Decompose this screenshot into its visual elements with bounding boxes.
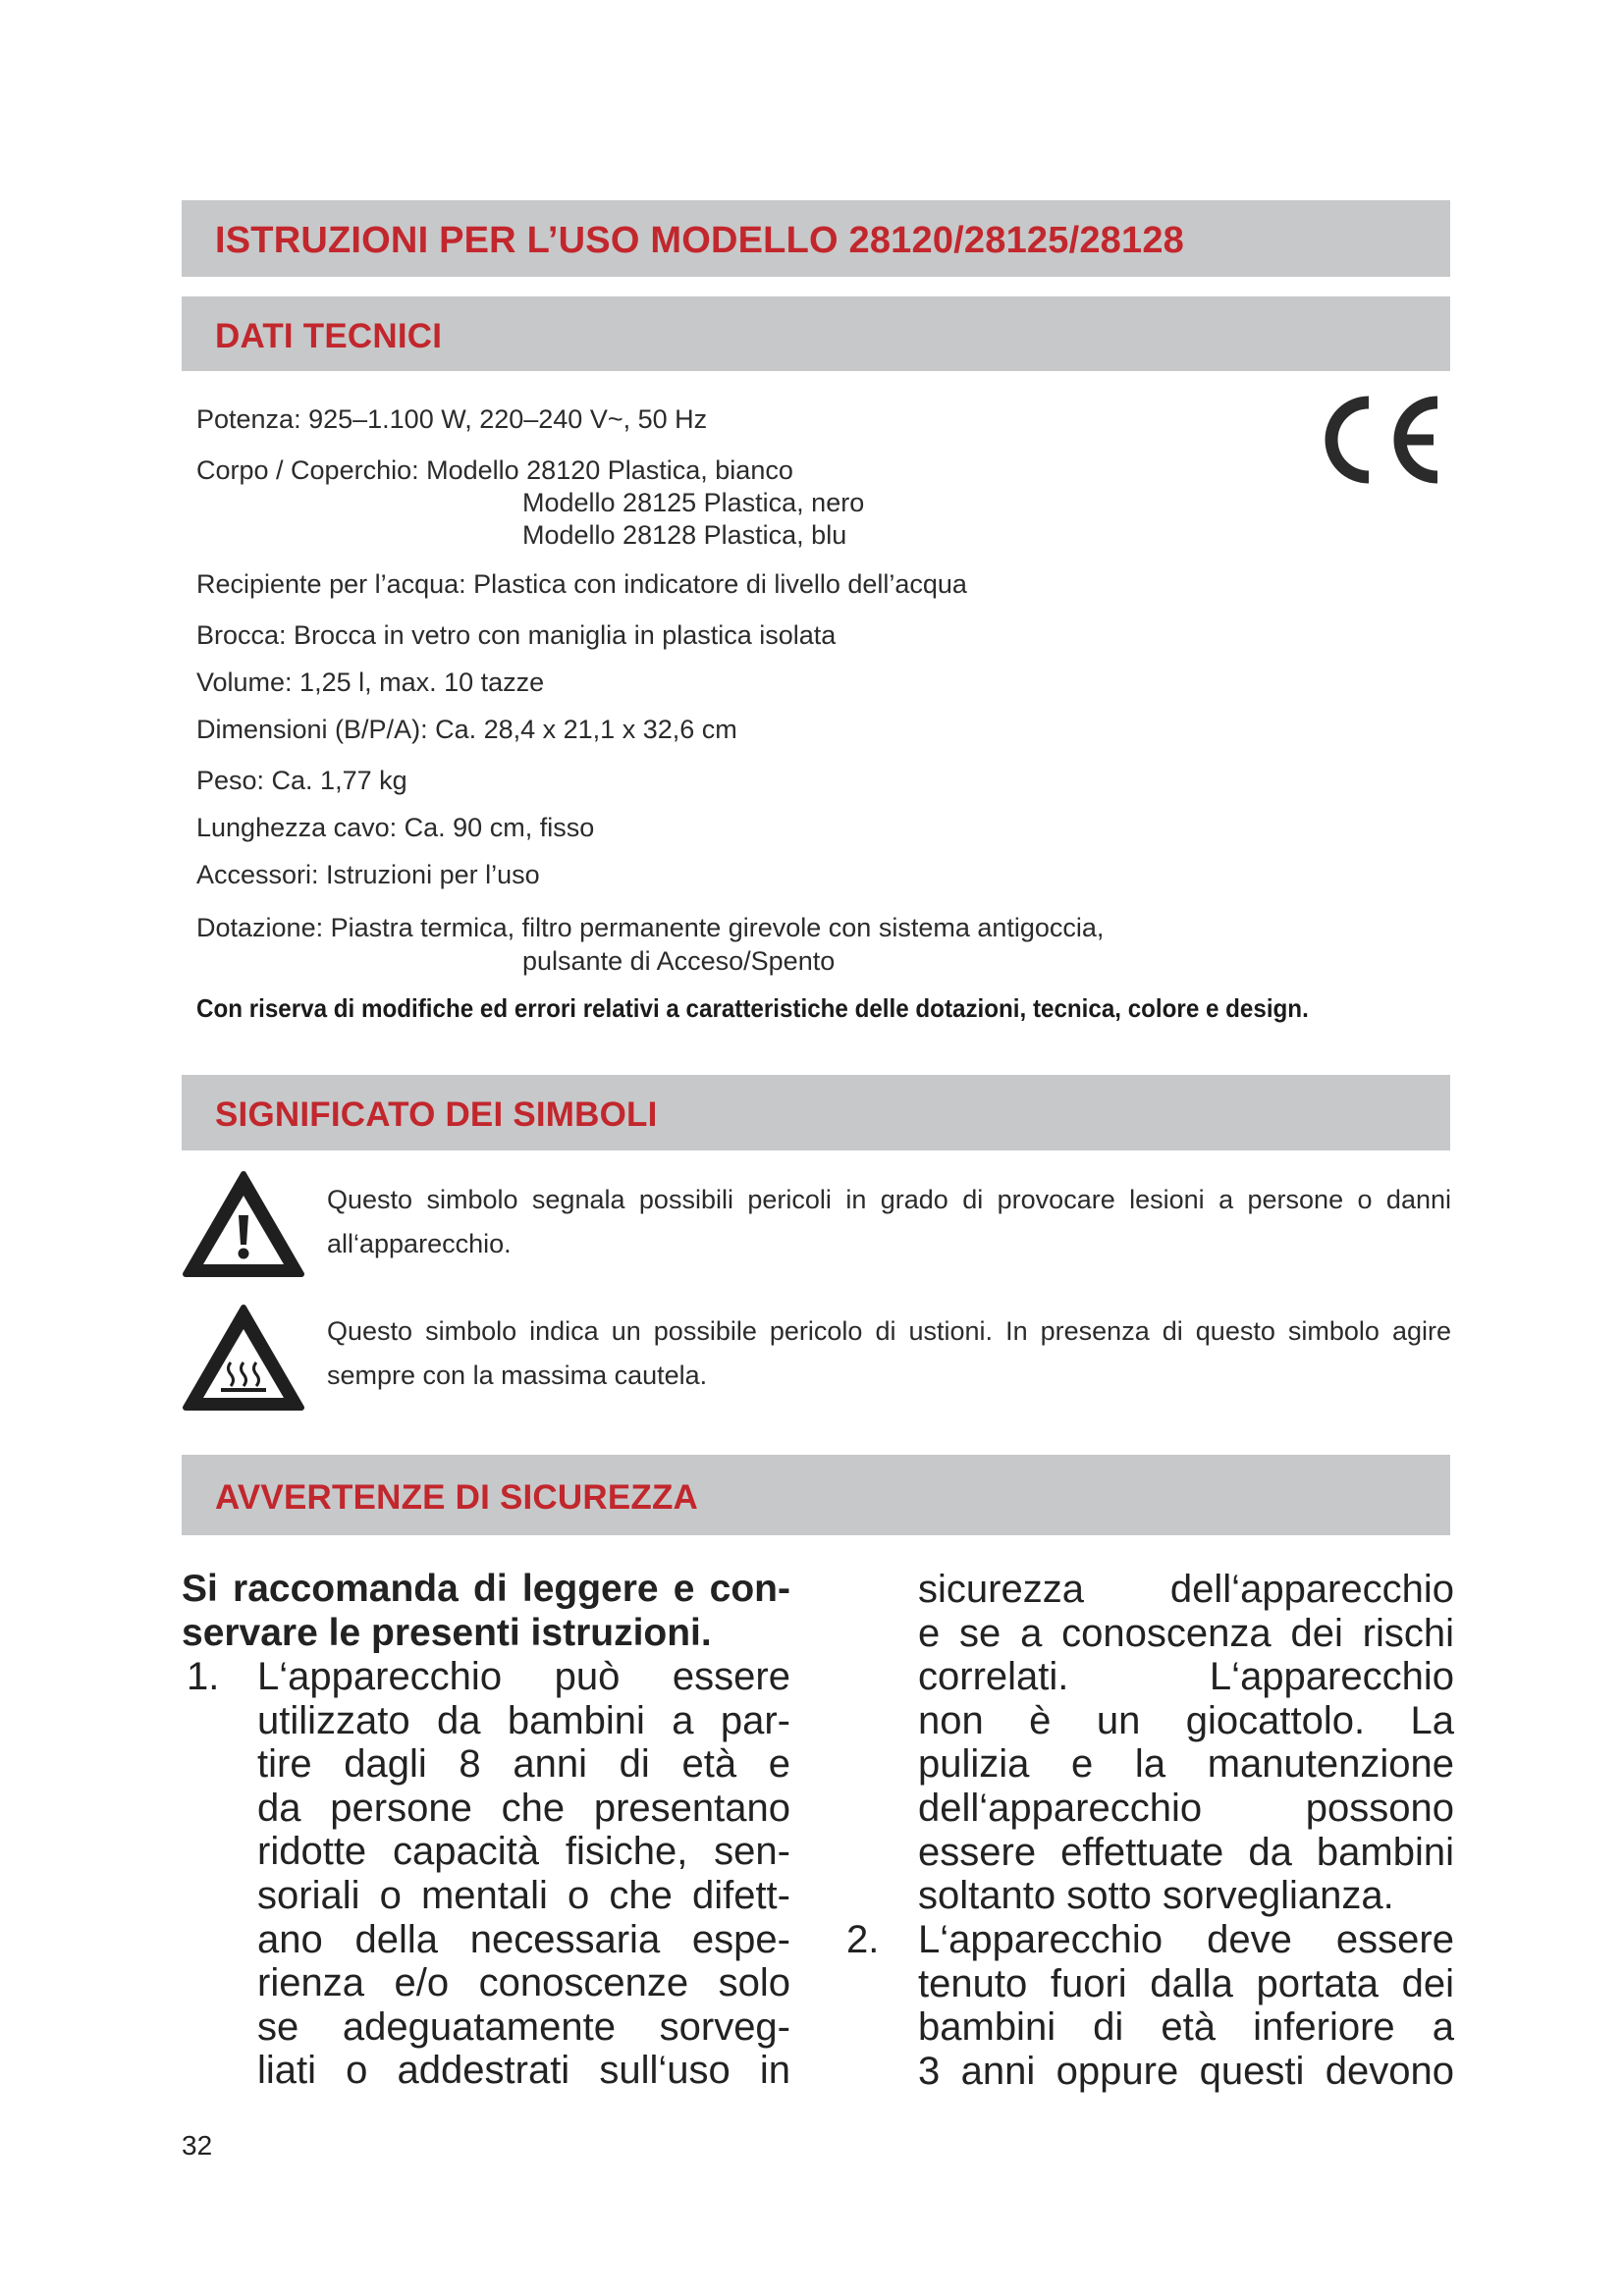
spec-dotazione-cont: pulsante di Acceso/Spento xyxy=(522,946,836,976)
paragraph-line: tenuto fuori dalla portata dei xyxy=(918,1961,1454,2005)
safety-intro-line-2: servare le presenti istruzioni. xyxy=(182,1611,712,1654)
item-1-text xyxy=(257,1655,790,2093)
spec-volume: Volume: 1,25 l, max. 10 tazze xyxy=(196,667,545,697)
paragraph-line: ridotte capacità fisiche, sen- xyxy=(257,1830,790,1874)
item-2-text xyxy=(918,1918,1454,2093)
spec-corpo: Corpo / Coperchio: Modello 28120 Plastica, bianco xyxy=(196,455,793,485)
paragraph-line: rienza e/o conoscenze solo xyxy=(257,1961,790,2005)
paragraph-line: sicurezza dell‘apparecchio xyxy=(918,1568,1454,1611)
paragraph-line: se adeguatamente sorveg- xyxy=(257,2004,790,2049)
paragraph-line: 3 anni oppure questi devono xyxy=(918,2049,1454,2093)
paragraph-line: liati o addestrati sull‘uso in xyxy=(257,2049,790,2093)
paragraph-line: da persone che presentano xyxy=(257,1786,790,1830)
safety-intro-line-1: Si raccomanda di leggere e con- xyxy=(182,1568,790,1610)
warning-icon xyxy=(182,1170,305,1280)
spec-accessori: Accessori: Istruzioni per l’uso xyxy=(196,860,540,889)
simboli-band xyxy=(182,1075,1450,1150)
spec-lunghezza-cavo: Lunghezza cavo: Ca. 90 cm, fisso xyxy=(196,813,595,842)
ce-mark-icon xyxy=(1312,391,1445,489)
item-2-number: 2. xyxy=(846,1918,880,1961)
dati-tecnici-band xyxy=(182,296,1450,371)
paragraph-line: non è un giocattolo. La xyxy=(918,1698,1454,1742)
paragraph-line: bambini di età inferiore a xyxy=(918,2005,1454,2050)
hot-surface-icon xyxy=(182,1304,305,1414)
spec-corpo-28128: Modello 28128 Plastica, blu xyxy=(522,520,847,550)
safety-right-column xyxy=(918,1568,1454,1918)
sicurezza-heading: AVVERTENZE DI SICUREZZA xyxy=(215,1478,699,1517)
title-band xyxy=(182,200,1450,277)
paragraph-line: pulizia e la manutenzione xyxy=(918,1742,1454,1787)
dati-tecnici-heading: DATI TECNICI xyxy=(215,317,443,355)
paragraph-line: correlati. L‘apparecchio xyxy=(918,1655,1454,1699)
paragraph-line: tire dagli 8 anni di età e xyxy=(257,1742,790,1787)
paragraph-line: L‘apparecchio può essere xyxy=(257,1655,790,1698)
paragraph-line: e se a conoscenza dei rischi xyxy=(918,1611,1454,1655)
simboli-heading: SIGNIFICATO DEI SIMBOLI xyxy=(215,1095,658,1134)
paragraph-line: dell‘apparecchio possono xyxy=(918,1786,1454,1830)
spec-potenza: Potenza: 925–1.100 W, 220–240 V~, 50 Hz xyxy=(196,404,708,434)
spec-dimensioni: Dimensioni (B/P/A): Ca. 28,4 x 21,1 x 32,6 cm xyxy=(196,715,737,744)
sicurezza-band xyxy=(182,1455,1450,1535)
hot-surface-symbol-text: Questo simbolo indica un possibile pericolo di ustioni. In presenza di questo simbolo agire sempre con la massima cautela. xyxy=(327,1316,1451,1390)
paragraph-line: soltanto sotto sorveglianza. xyxy=(918,1874,1394,1918)
paragraph-line: utilizzato da bambini a par- xyxy=(257,1698,790,1742)
spec-corpo-28125: Modello 28125 Plastica, nero xyxy=(522,488,865,517)
spec-recipiente: Recipiente per l’acqua: Plastica con indicatore di livello dell’acqua xyxy=(196,569,967,599)
warning-symbol-text: Questo simbolo segnala possibili pericoli in grado di provocare lesioni a persone o danni all‘apparecchio. xyxy=(327,1185,1451,1258)
disclaimer-note: Con riserva di modifiche ed errori relativi a caratteristiche delle dotazioni, tecnica, colore e design. xyxy=(196,993,1309,1023)
spec-peso: Peso: Ca. 1,77 kg xyxy=(196,766,407,795)
page-number: 32 xyxy=(182,2130,213,2161)
spec-dotazione: Dotazione: Piastra termica, filtro permanente girevole con sistema antigoccia, xyxy=(196,913,1105,942)
paragraph-line: ano della necessaria espe- xyxy=(257,1917,790,1961)
paragraph-line: soriali o mentali o che difett- xyxy=(257,1873,790,1917)
paragraph-line: L‘apparecchio deve essere xyxy=(918,1918,1454,1961)
spec-brocca: Brocca: Brocca in vetro con maniglia in plastica isolata xyxy=(196,620,837,650)
item-1-number: 1. xyxy=(187,1655,220,1698)
paragraph-line: essere effettuate da bambini xyxy=(918,1830,1454,1874)
safety-left-column xyxy=(182,1568,790,1655)
document-title: ISTRUZIONI PER L’USO MODELLO 28120/28125/28128 xyxy=(215,220,1185,261)
